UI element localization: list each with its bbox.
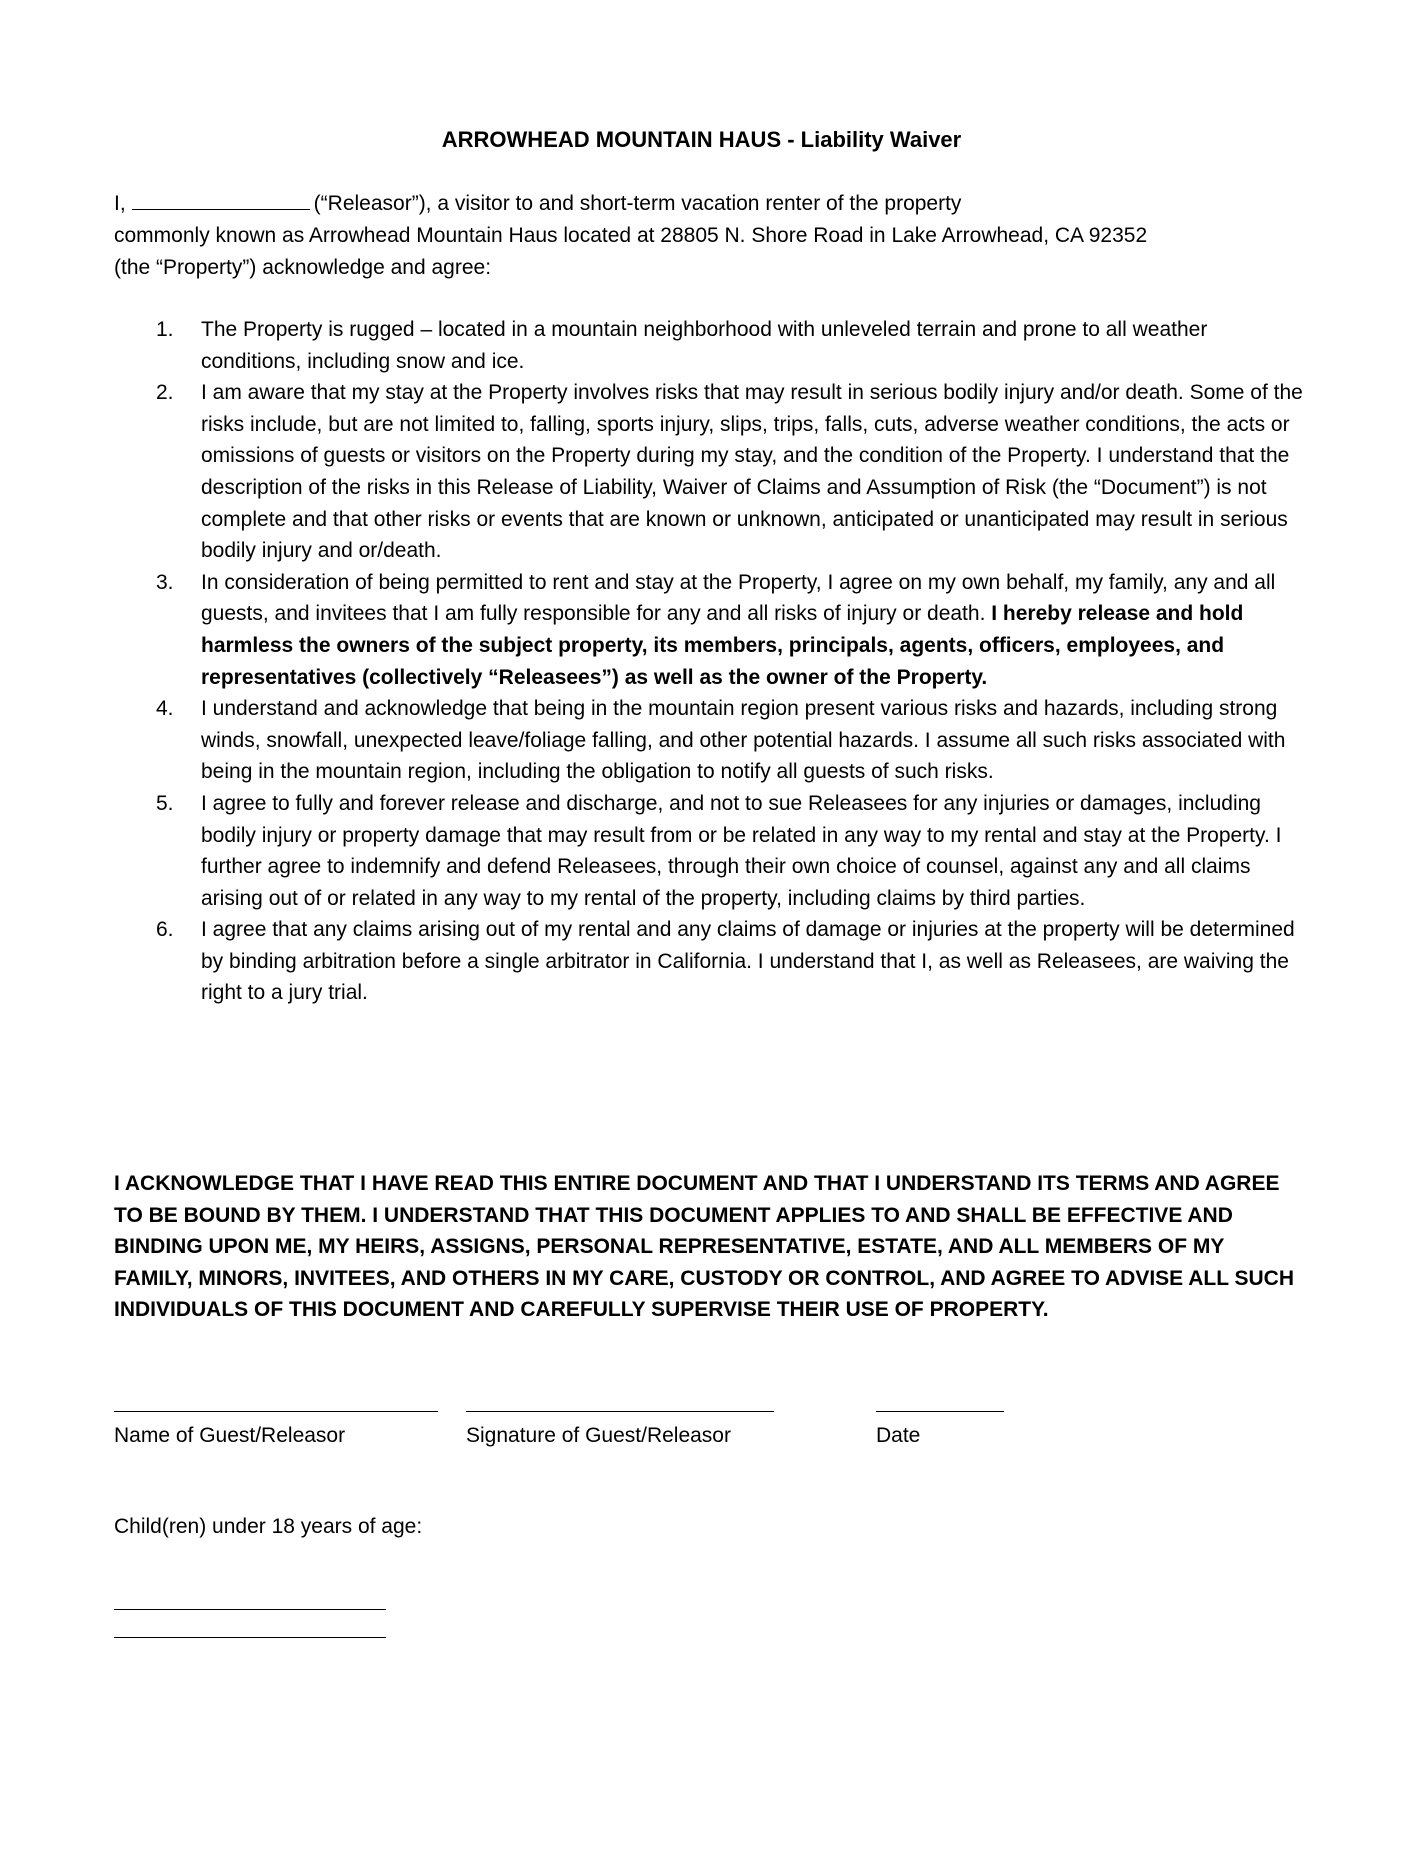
term-text: I agree to fully and forever release and discharge, and not to sue Releasees for any injuries or damages, including bodily injury or property damage that may result from or be related in any way to my rental and stay at the Property. I further agree to indemnify and defend Releasees, through their own choice of counsel, against any and all claims arising out of or related in any way to my rental of the property, including claims by third parties. — [201, 791, 1282, 910]
term-item — [114, 788, 1304, 914]
releasor-name-blank[interactable] — [132, 189, 310, 210]
date-line[interactable] — [876, 1410, 1004, 1412]
intro-line-3: (the “Property”) acknowledge and agree: — [114, 256, 492, 279]
name-field — [114, 1410, 438, 1450]
term-text: In consideration of being permitted to rent and stay at the Property, I agree on my own behalf, my family, any and all guests, and invitees that I am fully responsible for any and all risks of injury or death. — [201, 570, 1276, 626]
intro-line-1 — [114, 188, 1304, 220]
term-number: 5. — [156, 791, 174, 815]
intro-paragraph — [114, 188, 1304, 284]
intro-line-2: commonly known as Arrowhead Mountain Haus located at 28805 N. Shore Road in Lake Arrowhead, CA 92352 — [114, 224, 1148, 247]
child-name-line[interactable] — [114, 1608, 386, 1610]
term-text: I am aware that my stay at the Property involves risks that may result in serious bodily injury and/or death. Some of the risks include, but are not limited to, falling, sports injury, slips, trips, falls, cuts, adverse weather conditions, the acts or omissions of guests or visitors on the Property during my stay, and the condition of the Property. I understand that the description of the risks in this Release of Liability, Waiver of Claims and Assumption of Risk (the “Document”) is not complete and that other risks or events that are known or unknown, anticipated or unanticipated may result in serious bodily injury and or/death. — [201, 381, 1303, 563]
signature-row — [114, 1410, 1304, 1470]
term-number: 2. — [156, 381, 174, 405]
term-number: 4. — [156, 697, 174, 721]
term-number: 6. — [156, 918, 174, 942]
term-text: I agree that any claims arising out of my rental and any claims of damage or injuries at the property will be determined by binding arbitration before a single arbitrator in California. I understand that I, as well as Releasees, are waiving the right to a jury trial. — [201, 918, 1295, 1005]
term-item — [114, 693, 1304, 788]
term-text: I understand and acknowledge that being in the mountain region present various risks and hazards, including strong winds, snowfall, unexpected leave/foliage falling, and other potential hazards. I assume all such risks associated with being in the mountain region, including the obligation to notify all guests of such risks. — [201, 697, 1286, 784]
document-title: ARROWHEAD MOUNTAIN HAUS - Liability Waiver — [441, 127, 962, 152]
term-text: The Property is rugged – located in a mountain neighborhood with unleveled terrain and prone to all weather conditions, including snow and ice. — [201, 318, 1208, 373]
term-item — [114, 914, 1304, 1009]
signature-field — [466, 1410, 774, 1450]
term-item — [114, 567, 1304, 693]
terms-list — [114, 314, 1304, 1009]
name-line[interactable] — [114, 1410, 438, 1412]
term-number: 3. — [156, 570, 174, 594]
acknowledgement-paragraph: I ACKNOWLEDGE THAT I HAVE READ THIS ENTIRE DOCUMENT AND THAT I UNDERSTAND ITS TERMS AND AGREE TO BE BOUND BY THEM. I UNDERSTAND THAT THIS DOCUMENT APPLIES TO AND SHALL BE EFFECTIVE AND BINDING UPON ME, MY HEIRS, ASSIGNS, PERSONAL REPRESENTATIVE, ESTATE, AND ALL MEMBERS OF MY FAMILY, MINORS, INVITEES, AND OTHERS IN MY CARE, CUSTODY OR CONTROL, AND AGREE TO ADVISE ALL SUCH INDIVIDUALS OF THIS DOCUMENT AND CAREFULLY SUPERVISE THEIR USE OF PROPERTY. — [114, 1172, 1295, 1322]
name-label: Name of Guest/Releasor — [114, 1424, 346, 1447]
children-label: Child(ren) under 18 years of age: — [114, 1515, 423, 1538]
child-name-line[interactable] — [114, 1636, 386, 1638]
signature-label: Signature of Guest/Releasor — [466, 1424, 731, 1447]
intro-line-1-text: (“Releasor”), a visitor to and short-term vacation renter of the property — [313, 192, 962, 215]
term-item — [114, 377, 1304, 567]
date-label: Date — [876, 1424, 921, 1447]
term-item — [114, 314, 1304, 377]
term-bold-text: I hereby release and hold harmless the owners of the subject property, its members, principals, agents, officers, employees, and representatives (collectively “Releasees”) as well as the owner of the Property. — [201, 602, 1244, 689]
term-number: 1. — [156, 318, 174, 341]
date-field — [876, 1410, 1004, 1450]
intro-prefix: I, — [114, 192, 126, 215]
signature-line[interactable] — [466, 1410, 774, 1412]
